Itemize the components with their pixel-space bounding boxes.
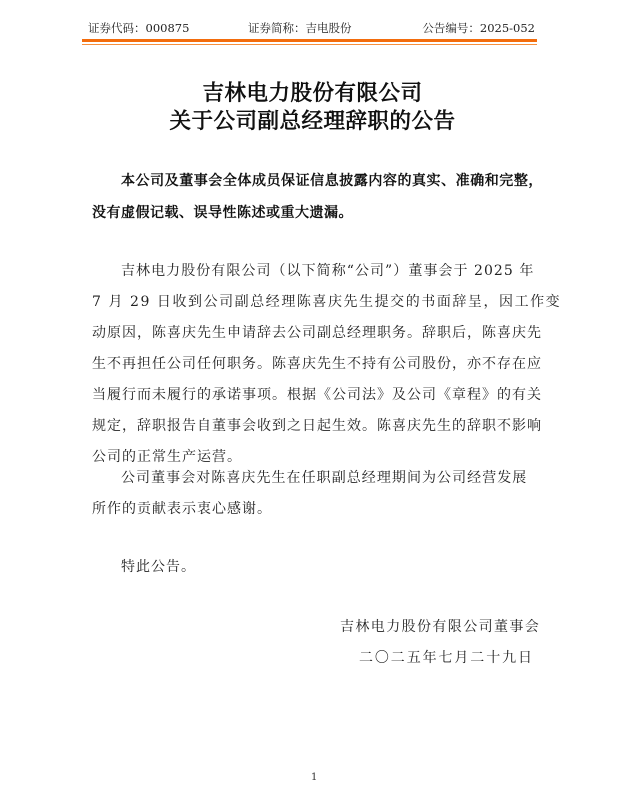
- signature-date: 二〇二五年七月二十九日: [359, 650, 534, 666]
- body-line: 吉林电力股份有限公司（以下简称“公司”）董事会于 2025 年: [121, 263, 535, 279]
- disclosure-statement-line: 本公司及董事会全体成员保证信息披露内容的真实、准确和完整，: [121, 173, 543, 189]
- closing-remark: 特此公告。: [121, 559, 196, 575]
- header-rule-thick: [82, 39, 537, 42]
- announcement-number: 公告编号：2025-052: [422, 21, 535, 35]
- disclosure-statement-line: 没有虚假记载、误导性陈述或重大遗漏。: [92, 205, 353, 221]
- body-line: 所作的贡献表示衷心感谢。: [92, 501, 272, 517]
- title-subject: 关于公司副总经理辞职的公告: [169, 109, 456, 134]
- stock-short-name: 证券简称：吉电股份: [248, 21, 352, 35]
- body-line: 公司的正常生产运营。: [92, 449, 242, 465]
- body-line: 动原因，陈喜庆先生申请辞去公司副总经理职务。辞职后，陈喜庆先: [92, 325, 542, 341]
- header-rule-thin: [82, 44, 537, 45]
- body-line: 规定，辞职报告自董事会收到之日起生效。陈喜庆先生的辞职不影响: [92, 418, 542, 434]
- page-number: 1: [311, 772, 318, 783]
- stock-code: 证券代码：000875: [88, 21, 190, 35]
- signature-company: 吉林电力股份有限公司董事会: [340, 619, 541, 635]
- body-line: 当履行而未履行的承诺事项。根据《公司法》及公司《章程》的有关: [92, 387, 542, 403]
- body-line: 7 月 29 日收到公司副总经理陈喜庆先生提交的书面辞呈，因工作变: [92, 294, 562, 310]
- body-line: 生不再担任公司任何职务。陈喜庆先生不持有公司股份，亦不存在应: [92, 356, 542, 372]
- body-line: 公司董事会对陈喜庆先生在任职副总经理期间为公司经营发展: [121, 470, 528, 486]
- page-header: [82, 20, 537, 36]
- title-company: 吉林电力股份有限公司: [202, 81, 423, 106]
